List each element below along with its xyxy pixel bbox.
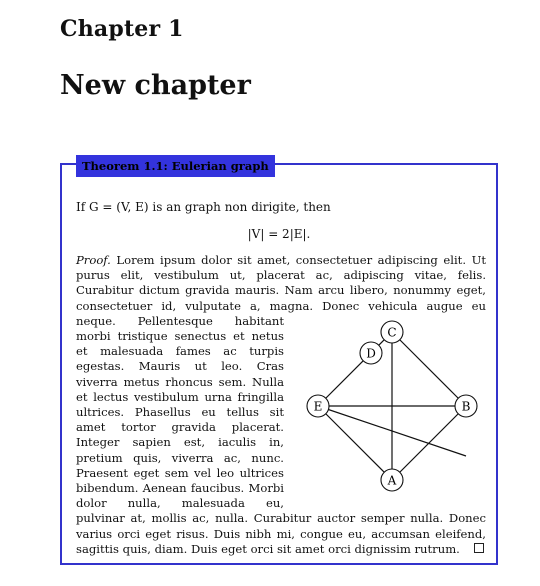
node-b-label: B [461,399,471,414]
chapter-title: New chapter [60,70,251,101]
node-a [381,469,403,491]
theorem-statement: If G = (V, E) is an graph non dirigite, then [76,200,331,214]
node-d-label: D [366,346,376,361]
edge-c-e [318,332,392,406]
node-a-label: A [387,473,397,488]
proof-label: Proof. [76,253,111,267]
edge-c-b [392,332,466,406]
qed-square-icon [474,543,484,553]
node-c-label: C [387,325,397,340]
theorem-equation: |V| = 2|E|. [247,227,311,241]
proof-text-rest: Donec vehicula augue eu neque. Pellentesque habitant morbi tristique senectus et netus et malesuada fames ac turpis egestas. Mauris ut leo. Cras viverra metus rhoncus sem. Nulla et lectus vestibulum urna fringilla ultrices. Phasellus eu tellus sit amet tortor gravida placerat. Integer sapien est, iaculis in, pretium quis, viverra ac, nunc. Praesent eget sem vel leo ultrices bibendum. Aenean faucibus. Morbi dolor nulla, malesuada eu, pulvinar at, mollis ac, nulla. Curabitur auctor semper nulla. Donec varius orci eget risus. Duis nibh mi, congue eu, accumsan eleifend, sagittis quis, diam. Duis eget orci sit amet orci dignissim rutrum. [76,298,487,556]
node-b [455,395,477,417]
graph-edges [318,332,466,480]
proof-block [76,253,486,557]
edge-e-a [318,406,392,480]
chapter-label: Chapter 1 [60,16,184,42]
node-e [307,395,329,417]
node-e-label: E [313,399,323,414]
theorem-box [60,159,498,565]
graph-figure [296,316,486,500]
node-d [360,342,382,364]
proof-text-start: Lorem ipsum dolor sit amet, consectetuer adipiscing elit. Ut purus elit, vestibulum ut, placerat ac, adipiscing vitae, felis. Curabitur dictum gravida mauris. Nam arcu libero, nonummy eget, consectetuer id, vulputate a, magna. [76,253,486,313]
theorem-header: Theorem 1.1: Eulerian graph [76,155,275,177]
node-c [381,321,403,343]
